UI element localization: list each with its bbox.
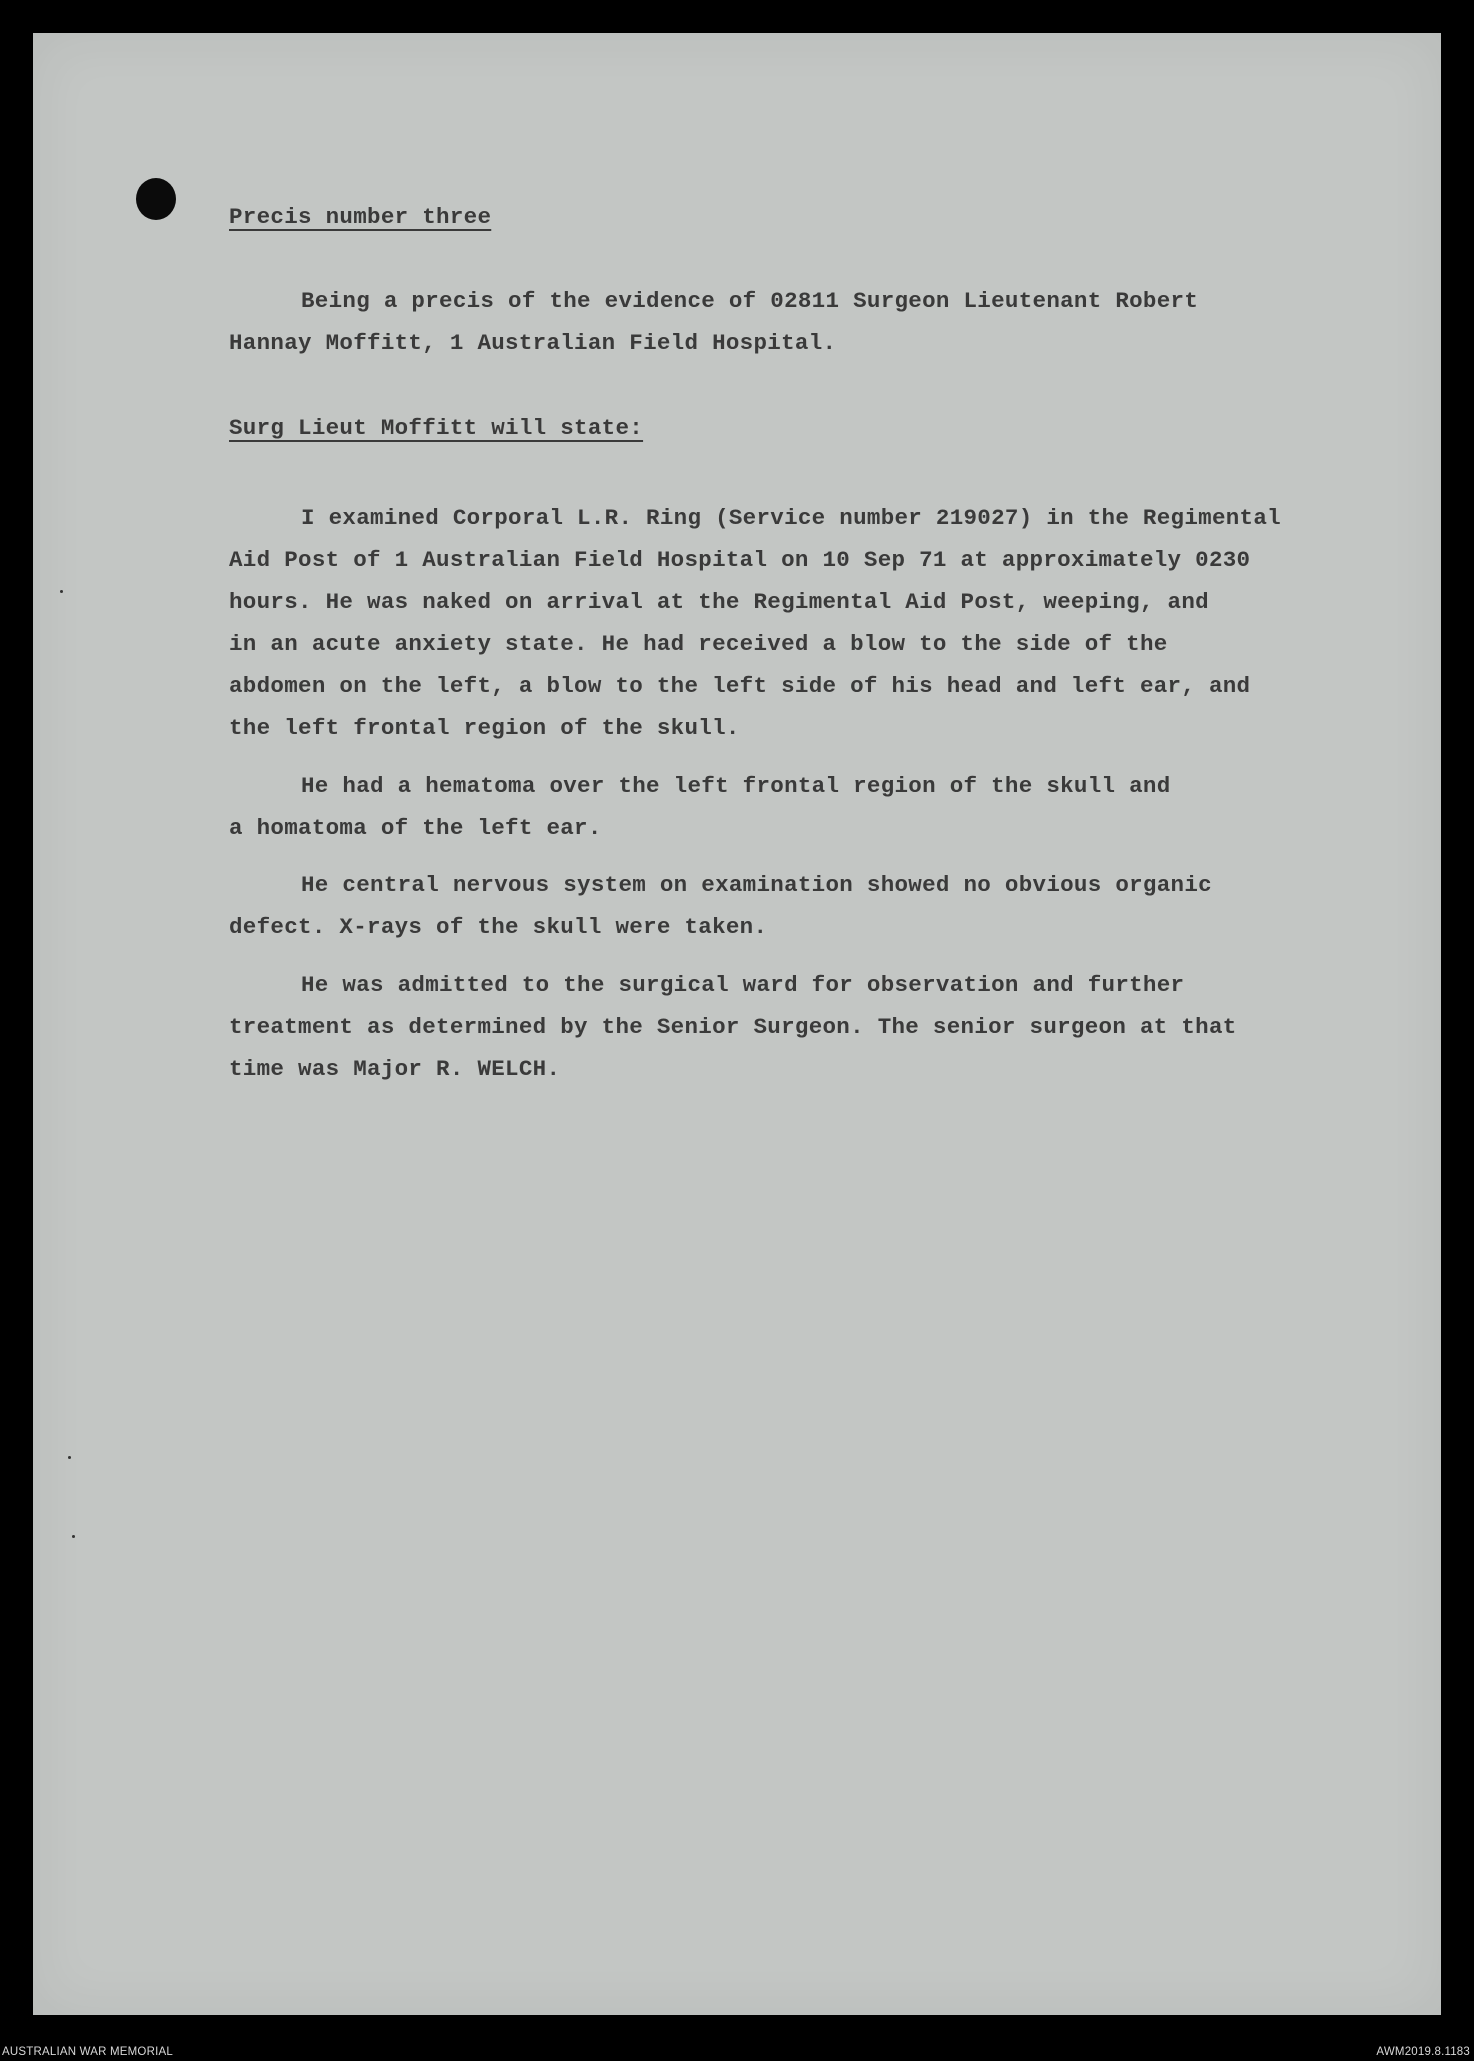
paragraph-line: time was Major R. WELCH. [229,1056,561,1082]
footer-catalogue-id: AWM2019.8.1183 [1376,2046,1470,2058]
punch-hole [136,178,176,220]
paragraph-examination [229,497,1281,749]
speck [60,590,63,593]
paragraph-line: abdomen on the left, a blow to the left side of his head and left ear, and [229,673,1251,699]
paragraph-line: defect. X-rays of the skull were taken. [229,914,768,940]
paragraph-line: a homatoma of the left ear. [229,815,602,841]
paragraph-nervous-system [229,864,1212,948]
intro-line: Hannay Moffitt, 1 Australian Field Hospital. [229,330,837,356]
intro-paragraph [229,280,1198,364]
paragraph-line: the left frontal region of the skull. [229,715,740,741]
paragraph-line: hours. He was naked on arrival at the Regimental Aid Post, weeping, and [229,589,1209,615]
paragraph-line: in an acute anxiety state. He had received a blow to the side of the [229,631,1168,657]
paragraph-admission [229,964,1237,1090]
paragraph-line: treatment as determined by the Senior Surgeon. The senior surgeon at that [229,1014,1237,1040]
paragraph-line: He was admitted to the surgical ward for observation and further [301,972,1185,998]
paragraph-line: I examined Corporal L.R. Ring (Service number 219027) in the Regimental [301,505,1281,531]
paragraph-hematoma [229,765,1171,849]
footer-institution: AUSTRALIAN WAR MEMORIAL [2,2046,173,2058]
speck [72,1535,75,1538]
paragraph-line: He had a hematoma over the left frontal region of the skull and [301,773,1171,799]
precis-heading: Precis number three [229,204,492,230]
intro-line: Being a precis of the evidence of 02811 Surgeon Lieutenant Robert [301,288,1199,314]
speck [68,1456,71,1459]
paragraph-line: Aid Post of 1 Australian Field Hospital on 10 Sep 71 at approximately 0230 [229,547,1251,573]
paragraph-line: He central nervous system on examination showed no obvious organic [301,872,1212,898]
statement-subheading: Surg Lieut Moffitt will state: [229,415,644,441]
